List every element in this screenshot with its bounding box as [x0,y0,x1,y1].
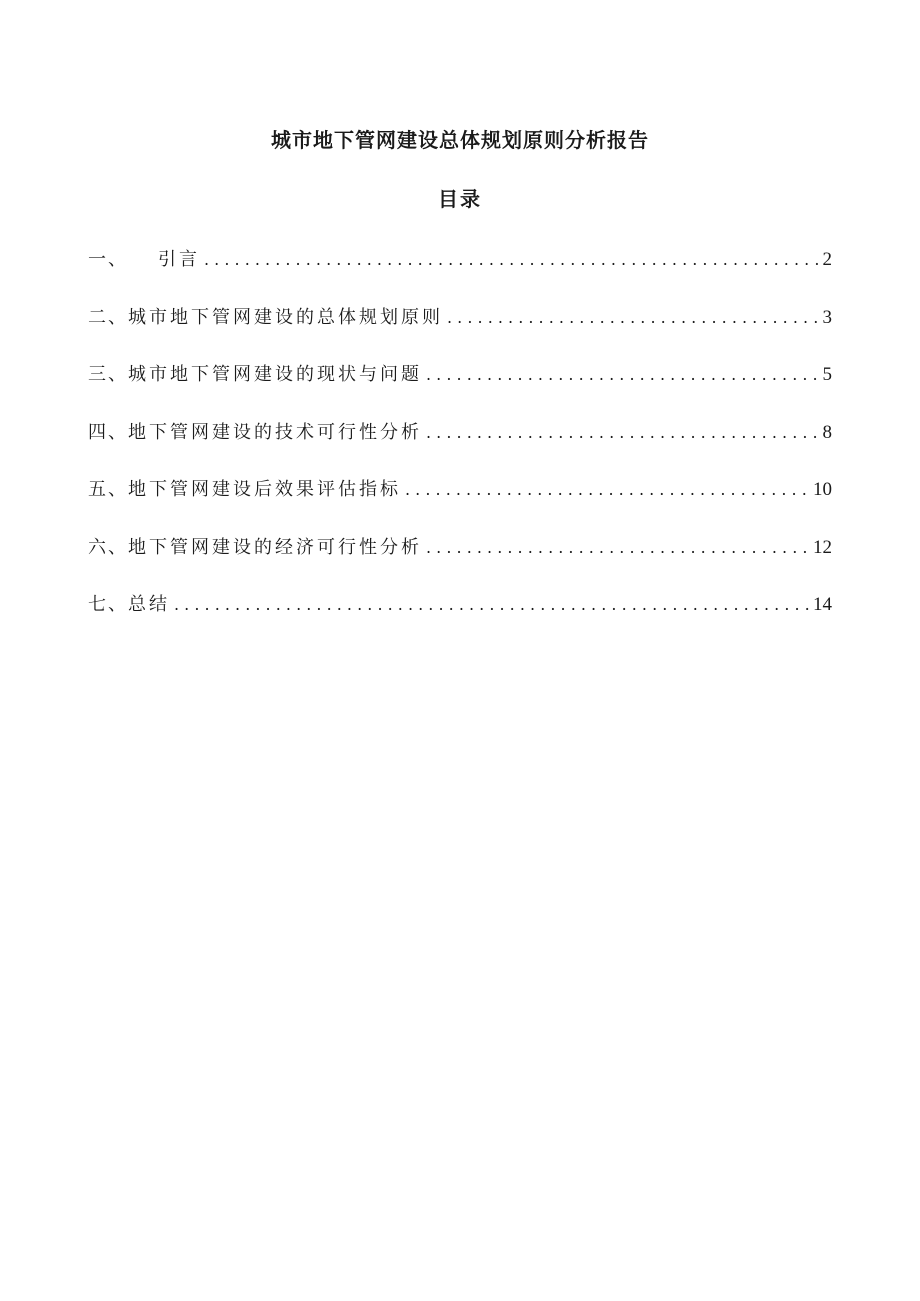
toc-entry-title: 总结 [128,594,170,615]
toc-entry-evaluation-indicators[interactable] [88,472,832,530]
toc-heading: 目录 [438,187,482,211]
toc-entry-title: 地下管网建设的经济可行性分析 [128,536,422,558]
toc-leader-dots [426,415,819,451]
toc-entry-page: 12 [813,536,832,558]
toc-entry-page: 8 [822,421,832,443]
toc-entry-page: 14 [813,594,832,615]
toc-entry-title: 城市地下管网建设的现状与问题 [128,364,422,385]
toc-entry-number: 六、 [88,536,128,558]
toc-entry-title: 引言 [158,249,200,270]
toc-entry-technical-feasibility[interactable] [88,415,832,473]
toc-entry-number: 四、 [88,421,128,443]
toc-entry-planning-principles[interactable] [88,300,832,358]
toc-entry-page: 10 [813,479,832,500]
toc-entry-page: 3 [822,306,832,328]
toc-entry-economic-feasibility[interactable] [88,530,832,588]
toc-entry-number: 一、 [88,249,128,270]
table-of-contents [88,242,832,645]
toc-entry-number: 七、 [88,594,128,615]
toc-entry-introduction[interactable] [88,242,832,300]
toc-entry-title: 地下管网建设后效果评估指标 [128,479,401,500]
document-title: 城市地下管网建设总体规划原则分析报告 [271,128,649,152]
toc-leader-dots [204,242,819,278]
toc-entry-number: 五、 [88,479,128,500]
toc-entry-page: 5 [822,364,832,385]
toc-entry-title: 地下管网建设的技术可行性分析 [128,421,422,443]
toc-leader-dots [405,472,809,508]
toc-entry-number: 二、 [88,306,128,328]
toc-entry-title: 城市地下管网建设的总体规划原则 [128,306,443,328]
toc-leader-dots [426,357,819,393]
toc-entry-status-issues[interactable] [88,357,832,415]
toc-entry-number: 三、 [88,364,128,385]
toc-leader-dots [426,530,809,566]
toc-entry-page: 2 [822,249,832,270]
toc-leader-dots [447,300,819,336]
toc-leader-dots [174,587,809,623]
toc-entry-summary[interactable] [88,587,832,645]
